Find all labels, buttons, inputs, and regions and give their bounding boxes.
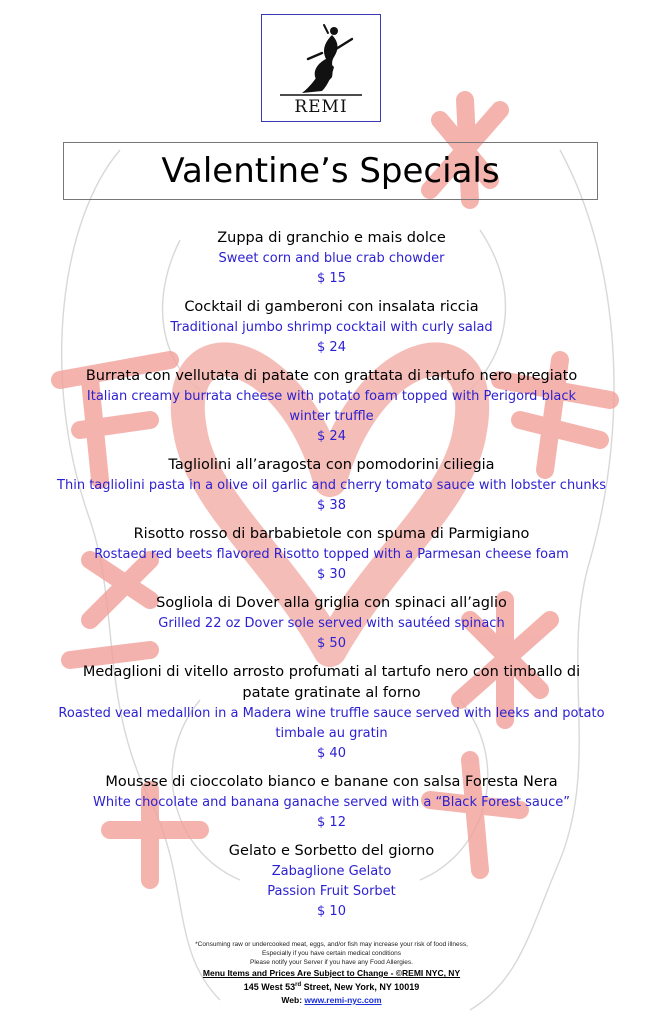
address: [80, 979, 583, 994]
menu-item: [30, 366, 633, 447]
menu-item-description: Italian creamy burrata cheese with potato foam topped with Perigord black winter truffle: [86, 389, 577, 424]
menu-item-price: $ 24: [317, 340, 346, 355]
menu-item-price: $ 24: [317, 429, 346, 444]
menu-item-price: $ 38: [317, 498, 346, 513]
menu-item-name: Zuppa di granchio e mais dolce: [217, 230, 446, 246]
menu-item: [30, 772, 633, 833]
allergy-notice: Please notify your Server if you have any Food Allergies.: [250, 959, 413, 966]
remi-logo: [261, 14, 381, 122]
menu-item-price: $ 10: [317, 904, 346, 919]
menu-item-description: Thin tagliolini pasta in a olive oil garlic and cherry tomato sauce with lobster chunks: [57, 478, 606, 493]
footer: [80, 940, 583, 1006]
address-end: Street, New York, NY 10019: [301, 982, 420, 992]
menu-item-name: Medaglioni di vitello arrosto profumati al tartufo nero con timballo di patate gratinate al forno: [82, 664, 581, 701]
menu-item-flavor: Zabaglione Gelato: [271, 864, 392, 879]
menu-item-price: $ 12: [317, 815, 346, 830]
address-ordinal: rd: [295, 982, 302, 988]
menu-item-name: Sogliola di Dover alla griglia con spinaci all’aglio: [156, 595, 507, 611]
menu-item-description: Sweet corn and blue crab chowder: [218, 251, 445, 266]
menu-item-gelato: [30, 841, 633, 922]
page-title: Valentine’s Specials: [161, 151, 500, 191]
menu-item: [30, 524, 633, 585]
menu-item-description: Grilled 22 oz Dover sole served with sautéed spinach: [158, 616, 505, 631]
food-warning-line: Especially if you have certain medical conditions: [261, 950, 402, 957]
menu-item-name: Gelato e Sorbetto del giorno: [228, 843, 435, 859]
menu-item-price: $ 15: [317, 271, 346, 286]
menu-item: [30, 455, 633, 516]
menu-item-description: Roasted veal medallion in a Madera wine truffle sauce served with leeks and potato timbale au gratin: [58, 706, 605, 741]
menu-item-description: White chocolate and banana ganache served with a “Black Forest sauce”: [92, 795, 570, 810]
menu-item: [30, 593, 633, 654]
menu-list: [30, 228, 633, 930]
title-box: [63, 142, 598, 200]
logo-wordmark: REMI: [294, 97, 348, 117]
menu-item-name: Moussse di cioccolato bianco e banane con salsa Foresta Nera: [105, 774, 558, 790]
web-label: Web:: [281, 995, 305, 1005]
food-warning-line: *Consuming raw or undercooked meat, eggs, and/or fish may increase your risk of food illness,: [195, 941, 468, 948]
address-start: 145 West 53: [243, 982, 296, 992]
website-link[interactable]: www.remi-nyc.com: [304, 995, 382, 1005]
menu-item-price: $ 30: [317, 567, 346, 582]
menu-item-price: $ 50: [317, 636, 346, 651]
menu-item: [30, 662, 633, 764]
menu-item-flavor: Passion Fruit Sorbet: [267, 884, 396, 899]
price-change-notice: Menu Items and Prices Are Subject to Change - ©REMI NYC, NY: [202, 968, 461, 978]
menu-item-name: Tagliolini all’aragosta con pomodorini ciliegia: [168, 457, 495, 473]
menu-item-name: Risotto rosso di barbabietole con spuma di Parmigiano: [133, 526, 530, 542]
menu-item: [30, 228, 633, 289]
menu-item: [30, 297, 633, 358]
menu-item-description: Traditional jumbo shrimp cocktail with curly salad: [170, 320, 493, 335]
website-line: [80, 994, 583, 1006]
menu-item-name: Burrata con vellutata di patate con grattata di tartufo nero pregiato: [85, 368, 578, 384]
menu-item-name: Cocktail di gamberoni con insalata riccia: [184, 299, 479, 315]
menu-item-description: Rostaed red beets flavored Risotto topped with a Parmesan cheese foam: [94, 547, 569, 562]
menu-item-price: $ 40: [317, 746, 346, 761]
